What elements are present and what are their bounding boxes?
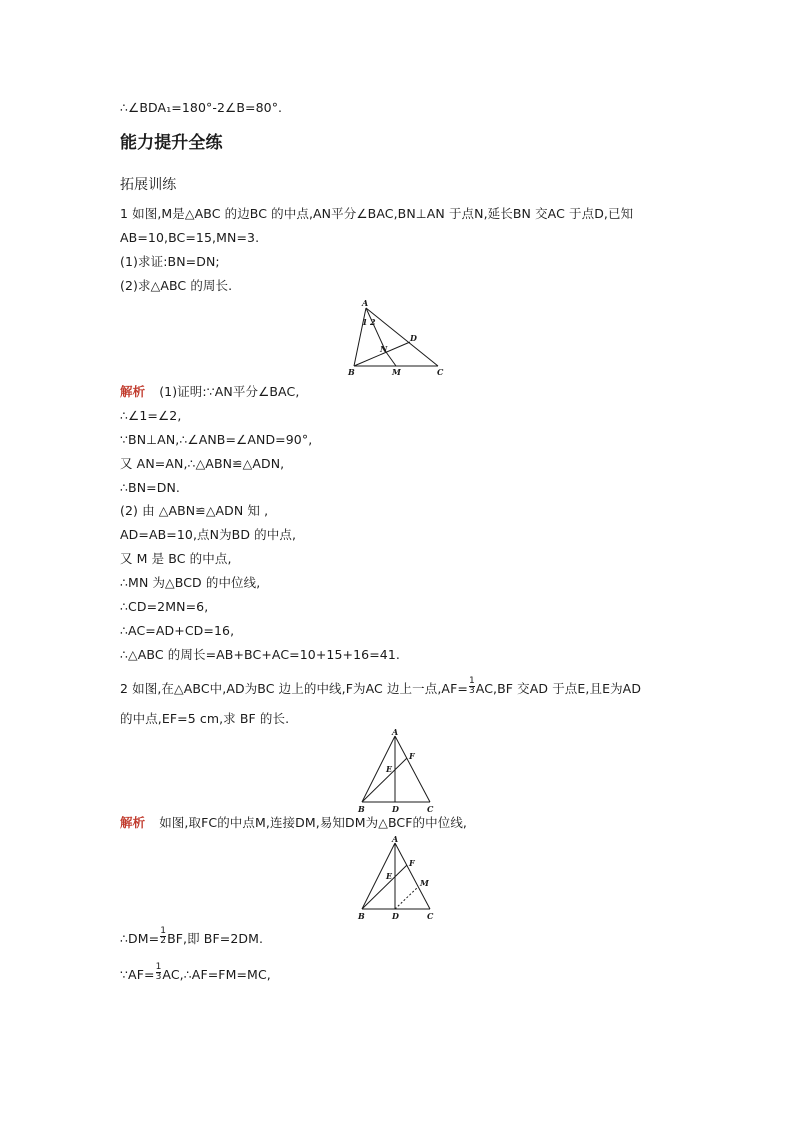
sol3-pre: ∵AF= — [120, 967, 155, 982]
problem1-solution-line8: 又 M 是 BC 的中点, — [120, 551, 232, 566]
solution-tag: 解析 — [120, 815, 146, 830]
label-f: F — [409, 751, 415, 761]
label-m: M — [392, 367, 401, 377]
label-c: C — [427, 911, 434, 921]
problem1-solution-line9: ∴MN 为△BCD 的中位线, — [120, 575, 261, 590]
label-n: N — [380, 344, 388, 354]
problem1-solution-line4: 又 AN=AN,∴△ABN≌△ADN, — [120, 456, 285, 471]
label-a: A — [392, 727, 399, 737]
label-b: B — [358, 804, 365, 814]
problem2-solution-figure — [352, 835, 442, 923]
label-m: M — [420, 878, 429, 888]
sol3-post: AC,∴AF=FM=MC, — [162, 967, 271, 982]
solution-tag: 解析 — [120, 384, 146, 399]
problem2-stem-part2: AC,BF 交AD 于点E,且E为AD — [475, 681, 642, 696]
problem1-solution-line2: ∴∠1=∠2, — [120, 408, 182, 423]
label-e: E — [386, 764, 393, 774]
fraction-denominator: 2 — [160, 936, 167, 946]
fraction-numerator: 1 — [468, 676, 475, 686]
problem1-stem-line2: AB=10,BC=15,MN=3. — [120, 230, 260, 245]
segment-mn — [386, 352, 396, 366]
label-a: A — [392, 834, 399, 844]
section-subtitle: 拓展训练 — [120, 177, 177, 193]
segment-bf — [362, 865, 407, 909]
label-angle1: 1 — [362, 317, 368, 327]
problem1-solution-line11: ∴AC=AD+CD=16, — [120, 623, 235, 638]
segment-ac — [366, 308, 438, 366]
label-c: C — [437, 367, 444, 377]
problem2-stem-line2: 的中点,EF=5 cm,求 BF 的长. — [120, 711, 290, 726]
problem2-solution-line3 — [120, 962, 271, 985]
label-b: B — [358, 911, 365, 921]
problem1-figure — [340, 298, 460, 378]
problem1-solution-line7: AD=AB=10,点N为BD 的中点, — [120, 527, 297, 542]
fraction-one-third — [156, 963, 162, 982]
fraction-numerator: 1 — [160, 926, 167, 936]
problem2-stem-line1 — [120, 676, 642, 699]
section-title: 能力提升全练 — [120, 133, 223, 153]
problem1-solution-line1 — [120, 384, 299, 400]
label-d: D — [410, 333, 417, 343]
sol2-pre: ∴DM= — [120, 931, 160, 946]
segment-ac — [395, 843, 430, 909]
problem1-solution-line10: ∴CD=2MN=6, — [120, 599, 209, 614]
label-f: F — [409, 858, 415, 868]
problem1-solution-line3: ∵BN⊥AN,∴∠ANB=∠AND=90°, — [120, 432, 313, 447]
problem1-stem-line1: 1 如图,M是△ABC 的边BC 的中点,AN平分∠BAC,BN⊥AN 于点N,延长BN 交AC 于点D,已知 — [120, 206, 634, 221]
fraction-one-third — [469, 677, 475, 696]
label-d: D — [392, 911, 399, 921]
fraction-denominator: 3 — [468, 686, 475, 696]
sol2-post: BF,即 BF=2DM. — [167, 931, 264, 946]
label-a: A — [362, 298, 369, 308]
problem1-question2: (2)求△ABC 的周长. — [120, 278, 233, 293]
solution-text: (1)证明:∵AN平分∠BAC, — [159, 384, 300, 399]
problem2-solution-line1 — [120, 815, 467, 831]
label-e: E — [386, 871, 393, 881]
problem1-solution-line5: ∴BN=DN. — [120, 480, 181, 495]
segment-ac — [395, 736, 430, 802]
label-d: D — [392, 804, 399, 814]
problem1-solution-line6: (2) 由 △ABN≌△ADN 知 , — [120, 503, 269, 518]
label-b: B — [348, 367, 355, 377]
fraction-numerator: 1 — [155, 962, 162, 972]
solution-text: 如图,取FC的中点M,连接DM,易知DM为△BCF的中位线, — [159, 815, 468, 830]
segment-bf — [362, 758, 407, 802]
carryover-conclusion: ∴∠BDA₁=180°-2∠B=80°. — [120, 100, 283, 115]
problem2-solution-line2 — [120, 926, 264, 949]
problem1-solution-line12: ∴△ABC 的周长=AB+BC+AC=10+15+16=41. — [120, 647, 400, 662]
fraction-denominator: 3 — [155, 972, 162, 982]
problem2-figure — [352, 728, 442, 816]
segment-dm-dashed — [395, 887, 418, 909]
label-c: C — [427, 804, 434, 814]
problem2-stem-part1: 2 如图,在△ABC中,AD为BC 边上的中线,F为AC 边上一点,AF= — [120, 681, 468, 696]
label-angle2: 2 — [370, 317, 376, 327]
problem1-question1: (1)求证:BN=DN; — [120, 254, 220, 269]
fraction-one-half — [160, 927, 166, 946]
